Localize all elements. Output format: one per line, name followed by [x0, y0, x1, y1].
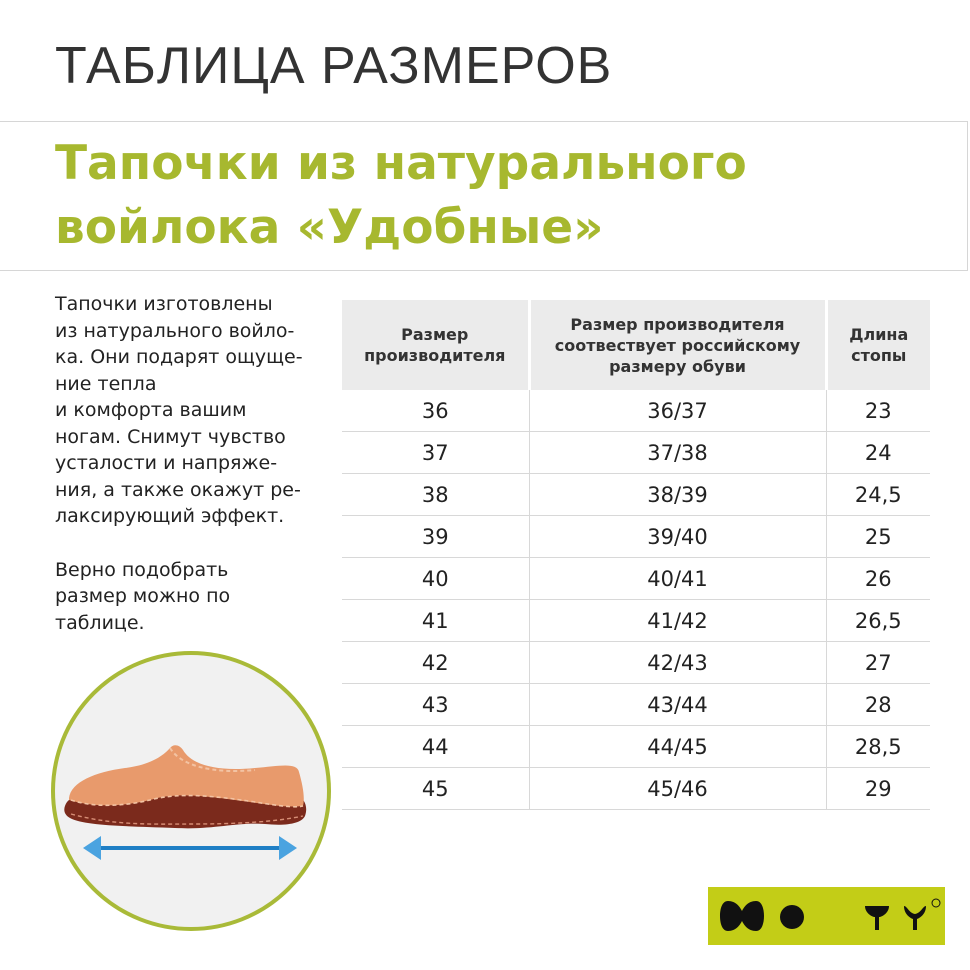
cell-manufacturer-size: 36	[342, 390, 529, 432]
size-table-row	[342, 558, 930, 600]
cell-foot-length: 23	[826, 390, 930, 432]
slipper-illustration	[55, 720, 315, 870]
size-table-row	[342, 516, 930, 558]
page-heading: ТАБЛИЦА РАЗМЕРОВ	[55, 37, 613, 95]
description-paragraph-1: Тапочки изготовлены из натурального войло- ка. Они подарят ощуще- ние тепла и комфорта вашим ногам. Снимут чувство усталости и напряже- ния, а также окажут ре- лаксирующий эффект.	[55, 293, 303, 527]
description-paragraph-2: Верно подобрать размер можно по таблице.	[55, 558, 231, 634]
size-table-row	[342, 600, 930, 642]
cell-foot-length: 24,5	[826, 474, 930, 516]
cell-manufacturer-size: 41	[342, 600, 529, 642]
cell-russian-size: 38/39	[529, 474, 826, 516]
header-foot-length: Длина стопы	[826, 300, 930, 390]
brand-logo	[708, 887, 945, 945]
cell-russian-size: 40/41	[529, 558, 826, 600]
measure-arrow-icon	[83, 836, 297, 860]
cell-manufacturer-size: 38	[342, 474, 529, 516]
cell-manufacturer-size: 44	[342, 726, 529, 768]
header-manufacturer-size: Размер производителя	[342, 300, 529, 390]
cell-foot-length: 24	[826, 432, 930, 474]
cell-russian-size: 42/43	[529, 642, 826, 684]
cell-foot-length: 27	[826, 642, 930, 684]
cell-manufacturer-size: 42	[342, 642, 529, 684]
size-table-row	[342, 642, 930, 684]
cell-foot-length: 29	[826, 768, 930, 810]
product-description	[55, 291, 340, 636]
cell-russian-size: 43/44	[529, 684, 826, 726]
cell-manufacturer-size: 45	[342, 768, 529, 810]
product-title-line1: Тапочки из натурального	[55, 136, 747, 191]
size-table-row	[342, 432, 930, 474]
size-table-row	[342, 474, 930, 516]
cell-foot-length: 26	[826, 558, 930, 600]
cell-russian-size: 37/38	[529, 432, 826, 474]
cell-foot-length: 28,5	[826, 726, 930, 768]
size-table-row	[342, 390, 930, 432]
cell-manufacturer-size: 40	[342, 558, 529, 600]
cell-russian-size: 36/37	[529, 390, 826, 432]
size-table-row	[342, 684, 930, 726]
cell-russian-size: 45/46	[529, 768, 826, 810]
cell-manufacturer-size: 37	[342, 432, 529, 474]
cell-manufacturer-size: 43	[342, 684, 529, 726]
cell-russian-size: 44/45	[529, 726, 826, 768]
size-table-row	[342, 726, 930, 768]
cell-foot-length: 26,5	[826, 600, 930, 642]
cell-foot-length: 28	[826, 684, 930, 726]
cell-russian-size: 41/42	[529, 600, 826, 642]
product-title	[55, 132, 747, 260]
header-russian-size: Размер производителя соотвествует российскому размеру обуви	[529, 300, 826, 390]
size-table-row	[342, 768, 930, 810]
cell-russian-size: 39/40	[529, 516, 826, 558]
size-table-header-row	[342, 300, 930, 390]
size-table	[342, 300, 930, 810]
product-title-line2: войлока «Удобные»	[55, 200, 604, 255]
cell-manufacturer-size: 39	[342, 516, 529, 558]
cell-foot-length: 25	[826, 516, 930, 558]
